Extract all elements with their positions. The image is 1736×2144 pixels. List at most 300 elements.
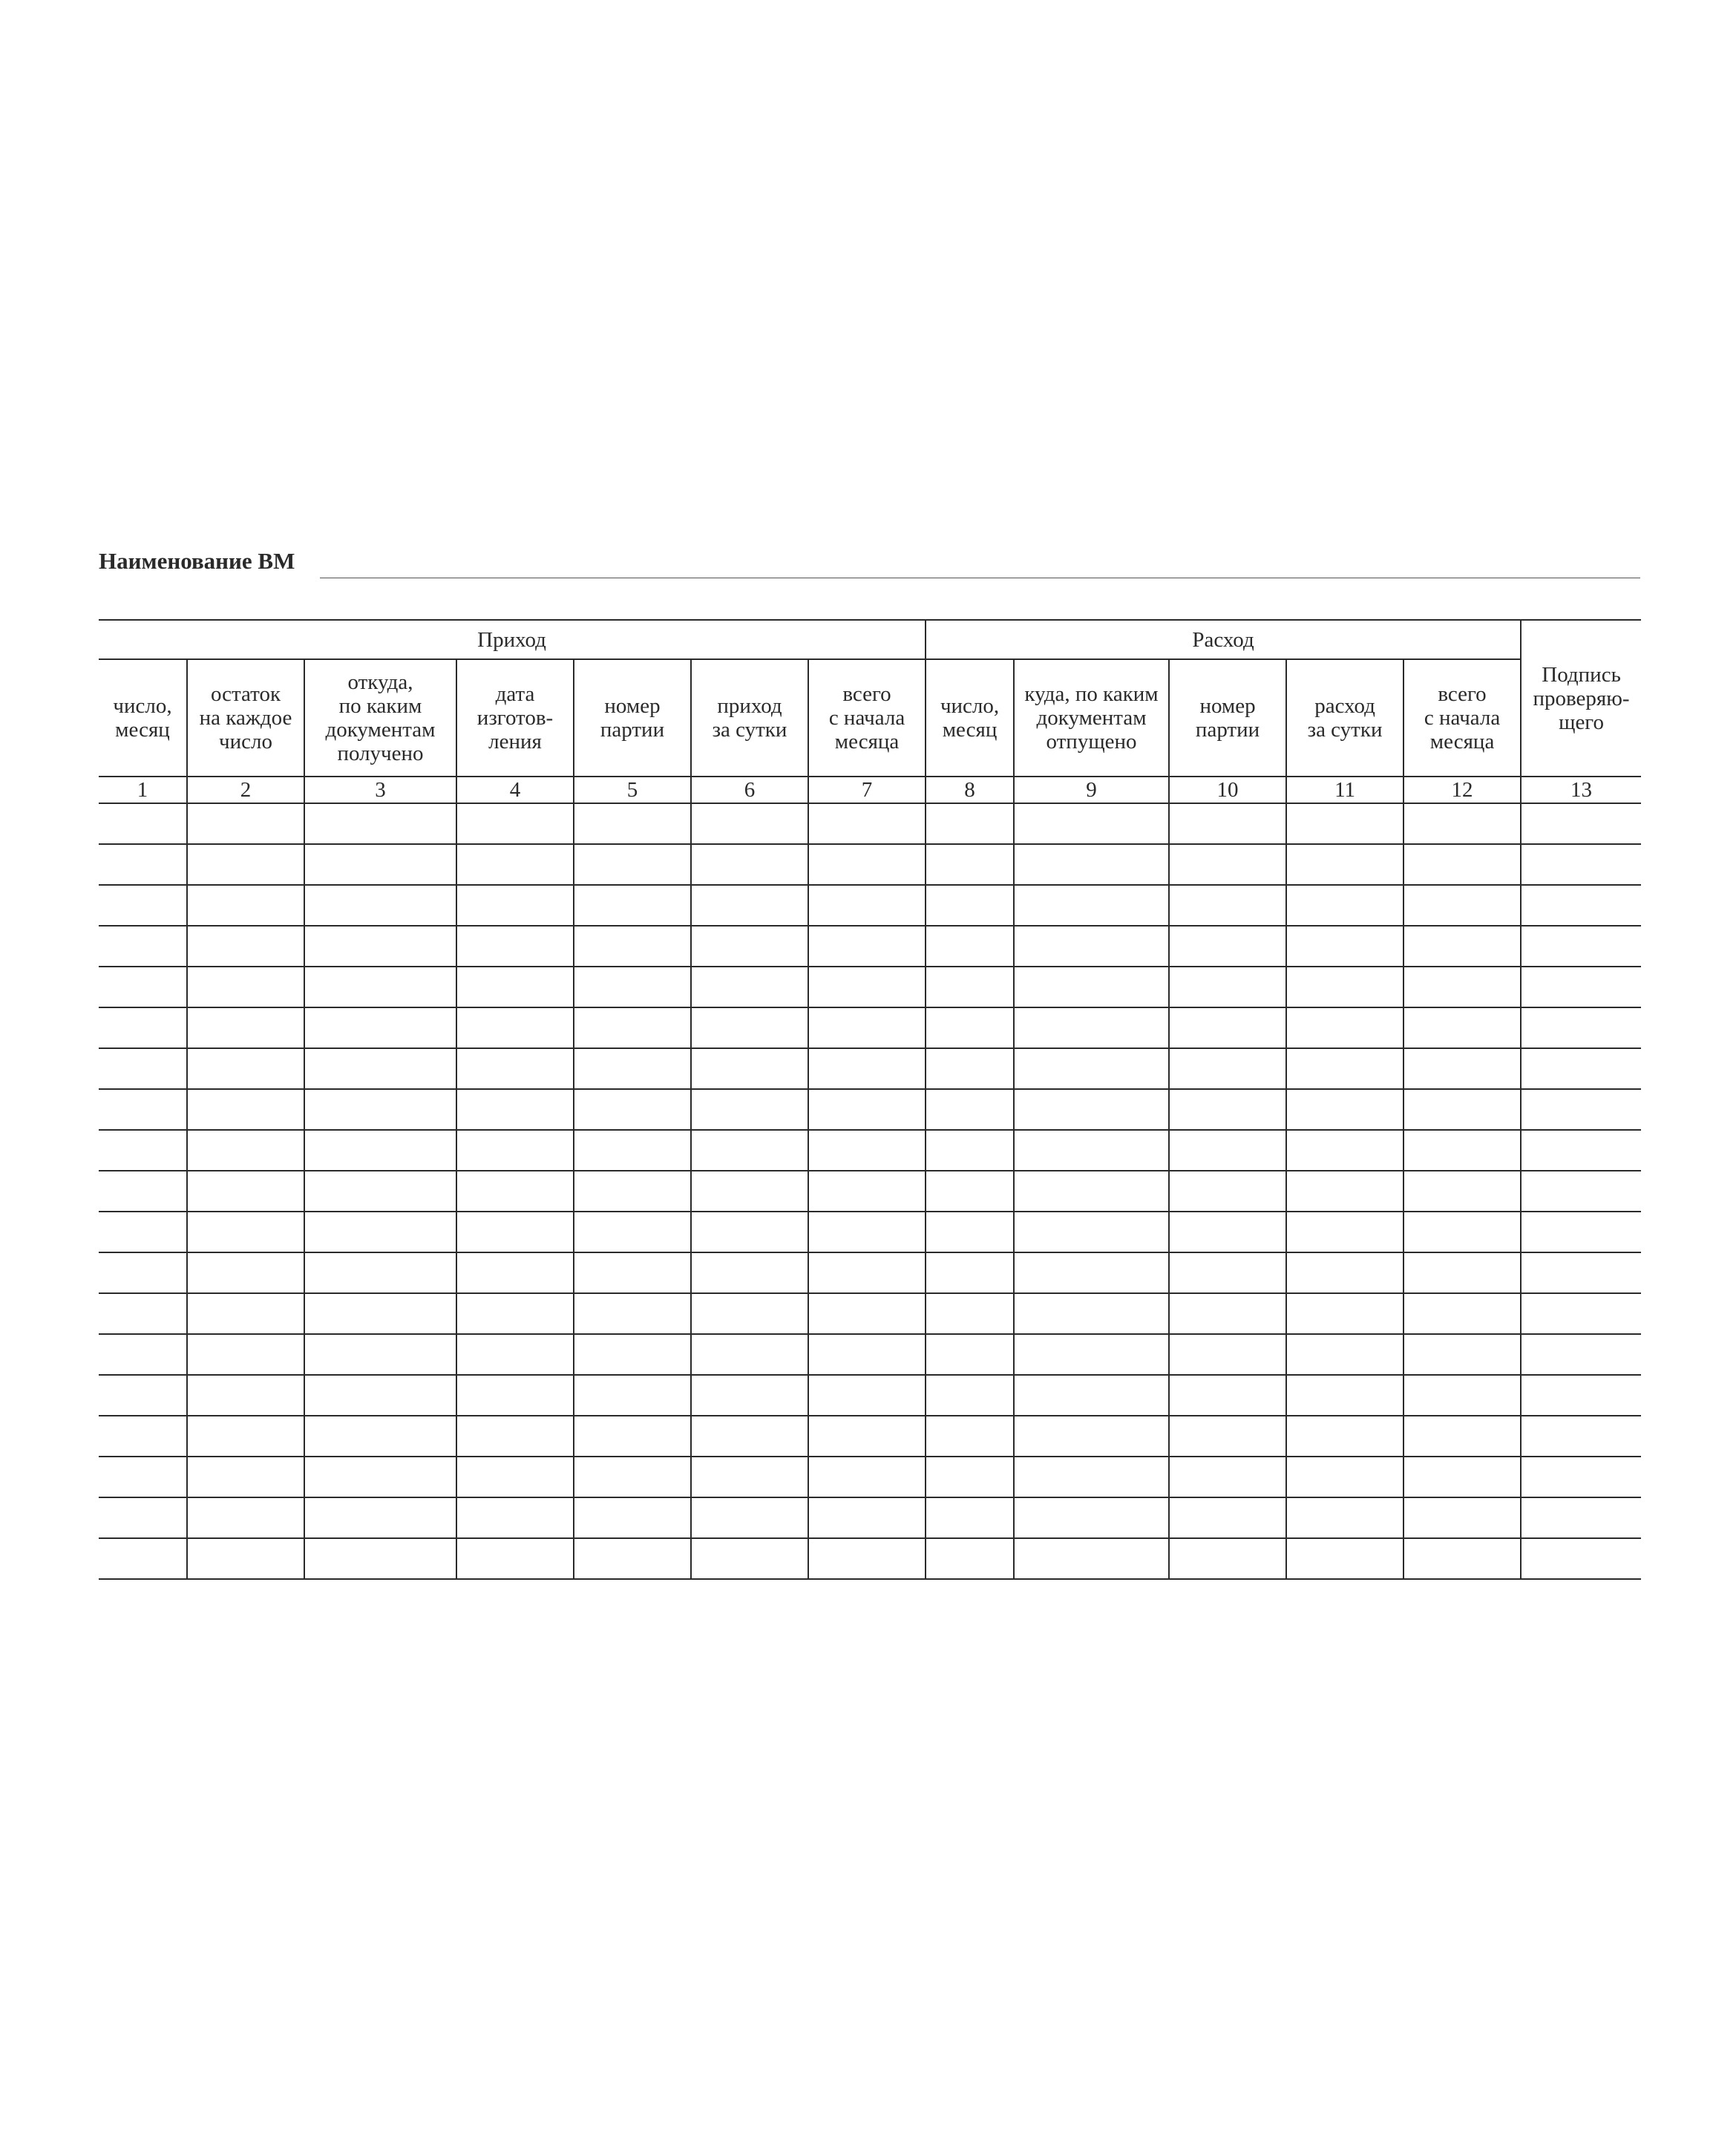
table-cell[interactable] bbox=[304, 803, 456, 844]
table-cell[interactable] bbox=[304, 1212, 456, 1252]
table-cell[interactable] bbox=[1521, 967, 1641, 1007]
table-cell[interactable] bbox=[99, 1334, 187, 1375]
table-cell[interactable] bbox=[808, 1293, 926, 1334]
table-cell[interactable] bbox=[1403, 1457, 1521, 1497]
table-cell[interactable] bbox=[574, 1130, 691, 1171]
table-cell[interactable] bbox=[574, 1375, 691, 1416]
table-cell[interactable] bbox=[691, 967, 808, 1007]
table-cell[interactable] bbox=[99, 1252, 187, 1293]
table-row bbox=[99, 803, 1641, 844]
table-cell[interactable] bbox=[1014, 885, 1169, 926]
column-number: 9 bbox=[1014, 777, 1169, 803]
table-cell[interactable] bbox=[574, 1334, 691, 1375]
table-cell[interactable] bbox=[926, 1212, 1014, 1252]
table-cell[interactable] bbox=[456, 1130, 574, 1171]
table-row bbox=[99, 885, 1641, 926]
table-cell[interactable] bbox=[304, 1007, 456, 1048]
table-cell[interactable] bbox=[304, 1252, 456, 1293]
table-cell[interactable] bbox=[1169, 926, 1286, 967]
table-cell[interactable] bbox=[304, 1334, 456, 1375]
table-cell[interactable] bbox=[99, 1007, 187, 1048]
table-cell[interactable] bbox=[1286, 926, 1403, 967]
signature-header: Подпись проверяю- щего bbox=[1521, 620, 1641, 777]
table-cell[interactable] bbox=[926, 926, 1014, 967]
table-cell[interactable] bbox=[1521, 1334, 1641, 1375]
table-cell[interactable] bbox=[926, 803, 1014, 844]
table-cell[interactable] bbox=[808, 1212, 926, 1252]
expense-group-header: Расход bbox=[926, 620, 1521, 659]
table-cell[interactable] bbox=[1169, 885, 1286, 926]
daily-expense-header: расход за сутки bbox=[1286, 659, 1403, 777]
table-cell[interactable] bbox=[926, 1089, 1014, 1130]
table-cell[interactable] bbox=[187, 1252, 304, 1293]
table-cell[interactable] bbox=[1169, 967, 1286, 1007]
table-cell[interactable] bbox=[1014, 1171, 1169, 1212]
table-cell[interactable] bbox=[456, 1048, 574, 1089]
table-cell[interactable] bbox=[1521, 844, 1641, 885]
income-group-header: Приход bbox=[99, 620, 926, 659]
table-cell[interactable] bbox=[1169, 1497, 1286, 1538]
table-cell[interactable] bbox=[926, 844, 1014, 885]
table-cell[interactable] bbox=[1014, 926, 1169, 967]
column-number: 13 bbox=[1521, 777, 1641, 803]
column-number: 10 bbox=[1169, 777, 1286, 803]
column-number: 3 bbox=[304, 777, 456, 803]
table-cell[interactable] bbox=[1521, 1048, 1641, 1089]
table-cell[interactable] bbox=[808, 1048, 926, 1089]
table-cell[interactable] bbox=[1014, 1130, 1169, 1171]
table-cell[interactable] bbox=[808, 1007, 926, 1048]
table-cell[interactable] bbox=[691, 1538, 808, 1579]
table-cell[interactable] bbox=[1169, 844, 1286, 885]
table-cell[interactable] bbox=[1403, 967, 1521, 1007]
table-cell[interactable] bbox=[691, 926, 808, 967]
table-cell[interactable] bbox=[456, 1416, 574, 1457]
table-cell[interactable] bbox=[1286, 803, 1403, 844]
table-cell[interactable] bbox=[1286, 1212, 1403, 1252]
table-cell[interactable] bbox=[1403, 1089, 1521, 1130]
table-cell[interactable] bbox=[1169, 803, 1286, 844]
table-cell[interactable] bbox=[187, 1048, 304, 1089]
table-cell[interactable] bbox=[1014, 1252, 1169, 1293]
table-cell[interactable] bbox=[691, 844, 808, 885]
table-cell[interactable] bbox=[808, 926, 926, 967]
table-cell[interactable] bbox=[1014, 1416, 1169, 1457]
table-cell[interactable] bbox=[1403, 1538, 1521, 1579]
table-cell[interactable] bbox=[1169, 1130, 1286, 1171]
table-cell[interactable] bbox=[574, 1048, 691, 1089]
table-cell[interactable] bbox=[1286, 1334, 1403, 1375]
table-cell[interactable] bbox=[808, 1538, 926, 1579]
table-cell[interactable] bbox=[1169, 1089, 1286, 1130]
table-cell[interactable] bbox=[1169, 1048, 1286, 1089]
table-row bbox=[99, 1171, 1641, 1212]
table-cell[interactable] bbox=[304, 1538, 456, 1579]
table-cell[interactable] bbox=[808, 1089, 926, 1130]
column-number: 5 bbox=[574, 777, 691, 803]
table-row bbox=[99, 1497, 1641, 1538]
table-cell[interactable] bbox=[808, 803, 926, 844]
table-cell[interactable] bbox=[808, 1416, 926, 1457]
table-row bbox=[99, 1252, 1641, 1293]
table-cell[interactable] bbox=[456, 844, 574, 885]
table-cell[interactable] bbox=[808, 885, 926, 926]
expense-month-total-header: всего с начала месяца bbox=[1403, 659, 1521, 777]
table-cell[interactable] bbox=[926, 1416, 1014, 1457]
table-cell[interactable] bbox=[926, 1252, 1014, 1293]
title-row bbox=[99, 546, 1640, 584]
table-cell[interactable] bbox=[1521, 1130, 1641, 1171]
item-name-label: Наименование ВМ bbox=[99, 548, 295, 574]
table-cell[interactable] bbox=[926, 1457, 1014, 1497]
table-cell[interactable] bbox=[1169, 1538, 1286, 1579]
table-cell[interactable] bbox=[99, 1416, 187, 1457]
table-cell[interactable] bbox=[1169, 1334, 1286, 1375]
table-cell[interactable] bbox=[1286, 1497, 1403, 1538]
table-cell[interactable] bbox=[1403, 1171, 1521, 1212]
table-cell[interactable] bbox=[1403, 1130, 1521, 1171]
table-cell[interactable] bbox=[187, 1375, 304, 1416]
table-cell[interactable] bbox=[1521, 1171, 1641, 1212]
table-cell[interactable] bbox=[926, 1007, 1014, 1048]
table-cell[interactable] bbox=[691, 1375, 808, 1416]
table-cell[interactable] bbox=[187, 926, 304, 967]
source-header: откуда, по каким документам получено bbox=[304, 659, 456, 777]
table-cell[interactable] bbox=[808, 1375, 926, 1416]
table-cell[interactable] bbox=[691, 1007, 808, 1048]
table-cell[interactable] bbox=[99, 844, 187, 885]
table-cell[interactable] bbox=[1169, 1212, 1286, 1252]
table-cell[interactable] bbox=[304, 1497, 456, 1538]
table-cell[interactable] bbox=[1014, 844, 1169, 885]
table-cell[interactable] bbox=[1286, 1293, 1403, 1334]
table-cell[interactable] bbox=[1286, 1048, 1403, 1089]
table-cell[interactable] bbox=[99, 1457, 187, 1497]
column-number: 6 bbox=[691, 777, 808, 803]
table-cell[interactable] bbox=[1403, 1293, 1521, 1334]
table-row bbox=[99, 967, 1641, 1007]
column-number-row bbox=[99, 777, 1641, 803]
table-cell[interactable] bbox=[1521, 1089, 1641, 1130]
table-cell[interactable] bbox=[304, 967, 456, 1007]
table-cell[interactable] bbox=[574, 844, 691, 885]
accounting-table bbox=[99, 619, 1641, 1580]
table-cell[interactable] bbox=[574, 1416, 691, 1457]
table-cell[interactable] bbox=[187, 885, 304, 926]
table-cell[interactable] bbox=[1403, 1048, 1521, 1089]
table-cell[interactable] bbox=[1286, 1089, 1403, 1130]
table-cell[interactable] bbox=[1521, 885, 1641, 926]
column-number: 7 bbox=[808, 777, 926, 803]
table-cell[interactable] bbox=[304, 1130, 456, 1171]
table-cell[interactable] bbox=[99, 1293, 187, 1334]
table-cell[interactable] bbox=[1286, 1375, 1403, 1416]
table-cell[interactable] bbox=[456, 1293, 574, 1334]
column-header-row bbox=[99, 659, 1641, 777]
table-cell[interactable] bbox=[1521, 1416, 1641, 1457]
table-cell[interactable] bbox=[1521, 926, 1641, 967]
table-cell[interactable] bbox=[574, 1212, 691, 1252]
table-cell[interactable] bbox=[1169, 1416, 1286, 1457]
table-cell[interactable] bbox=[1169, 1171, 1286, 1212]
table-cell[interactable] bbox=[574, 1293, 691, 1334]
table-cell[interactable] bbox=[99, 1375, 187, 1416]
table-cell[interactable] bbox=[1014, 967, 1169, 1007]
table-cell[interactable] bbox=[1403, 803, 1521, 844]
manufacture-date-header: дата изготов- ления bbox=[456, 659, 574, 777]
daily-income-header: приход за сутки bbox=[691, 659, 808, 777]
table-cell[interactable] bbox=[574, 1457, 691, 1497]
table-cell[interactable] bbox=[99, 885, 187, 926]
table-cell[interactable] bbox=[1014, 1497, 1169, 1538]
table-cell[interactable] bbox=[187, 1212, 304, 1252]
table-cell[interactable] bbox=[456, 1089, 574, 1130]
table-cell[interactable] bbox=[574, 1171, 691, 1212]
table-cell[interactable] bbox=[99, 1538, 187, 1579]
table-row bbox=[99, 1538, 1641, 1579]
table-cell[interactable] bbox=[691, 1212, 808, 1252]
table-cell[interactable] bbox=[187, 967, 304, 1007]
destination-header: куда, по каким документам отпущено bbox=[1014, 659, 1169, 777]
table-cell[interactable] bbox=[926, 1293, 1014, 1334]
table-cell[interactable] bbox=[1521, 1375, 1641, 1416]
table-cell[interactable] bbox=[1403, 844, 1521, 885]
table-cell[interactable] bbox=[926, 1375, 1014, 1416]
table-cell[interactable] bbox=[1286, 1416, 1403, 1457]
column-number: 8 bbox=[926, 777, 1014, 803]
table-cell[interactable] bbox=[1403, 926, 1521, 967]
table-cell[interactable] bbox=[574, 1007, 691, 1048]
table-row bbox=[99, 1375, 1641, 1416]
income-date-header: число, месяц bbox=[99, 659, 187, 777]
table-cell[interactable] bbox=[456, 885, 574, 926]
table-cell[interactable] bbox=[1521, 803, 1641, 844]
table-cell[interactable] bbox=[808, 1457, 926, 1497]
table-cell[interactable] bbox=[1521, 1457, 1641, 1497]
table-row bbox=[99, 1457, 1641, 1497]
table-cell[interactable] bbox=[1286, 1007, 1403, 1048]
table-row bbox=[99, 1293, 1641, 1334]
table-cell[interactable] bbox=[99, 1089, 187, 1130]
table-cell[interactable] bbox=[456, 1538, 574, 1579]
table-cell[interactable] bbox=[456, 1375, 574, 1416]
table-cell[interactable] bbox=[1014, 1007, 1169, 1048]
table-cell[interactable] bbox=[456, 1497, 574, 1538]
table-cell[interactable] bbox=[574, 1252, 691, 1293]
table-cell[interactable] bbox=[1286, 1457, 1403, 1497]
table-cell[interactable] bbox=[1403, 1252, 1521, 1293]
income-batch-header: номер партии bbox=[574, 659, 691, 777]
expense-date-header: число, месяц bbox=[926, 659, 1014, 777]
table-cell[interactable] bbox=[691, 1048, 808, 1089]
table-cell[interactable] bbox=[187, 1293, 304, 1334]
table-cell[interactable] bbox=[1286, 967, 1403, 1007]
table-row bbox=[99, 1007, 1641, 1048]
table-cell[interactable] bbox=[1403, 1007, 1521, 1048]
table-cell[interactable] bbox=[1521, 1538, 1641, 1579]
table-cell[interactable] bbox=[1014, 1375, 1169, 1416]
table-cell[interactable] bbox=[574, 803, 691, 844]
column-number: 2 bbox=[187, 777, 304, 803]
table-cell[interactable] bbox=[456, 803, 574, 844]
balance-header: остаток на каждое число bbox=[187, 659, 304, 777]
table-cell[interactable] bbox=[574, 926, 691, 967]
table-cell[interactable] bbox=[1403, 1416, 1521, 1457]
table-cell[interactable] bbox=[1403, 1375, 1521, 1416]
table-cell[interactable] bbox=[1169, 1457, 1286, 1497]
table-row bbox=[99, 1212, 1641, 1252]
table-row bbox=[99, 1048, 1641, 1089]
table-cell[interactable] bbox=[691, 803, 808, 844]
table-row bbox=[99, 926, 1641, 967]
table-cell[interactable] bbox=[926, 967, 1014, 1007]
table-cell[interactable] bbox=[456, 1007, 574, 1048]
table-cell[interactable] bbox=[1286, 1252, 1403, 1293]
table-cell[interactable] bbox=[1169, 1375, 1286, 1416]
table-cell[interactable] bbox=[304, 1171, 456, 1212]
table-cell[interactable] bbox=[1014, 1212, 1169, 1252]
table-row bbox=[99, 1130, 1641, 1171]
table-cell[interactable] bbox=[926, 1497, 1014, 1538]
table-cell[interactable] bbox=[926, 1171, 1014, 1212]
table-cell[interactable] bbox=[926, 1538, 1014, 1579]
table-cell[interactable] bbox=[691, 1089, 808, 1130]
table-cell[interactable] bbox=[187, 1007, 304, 1048]
table-cell[interactable] bbox=[1014, 1293, 1169, 1334]
table-cell[interactable] bbox=[99, 1171, 187, 1212]
table-cell[interactable] bbox=[1521, 1007, 1641, 1048]
column-number: 12 bbox=[1403, 777, 1521, 803]
table-cell[interactable] bbox=[304, 1048, 456, 1089]
table-row bbox=[99, 844, 1641, 885]
table-cell[interactable] bbox=[1014, 1538, 1169, 1579]
table-cell[interactable] bbox=[304, 1375, 456, 1416]
table-cell[interactable] bbox=[808, 1252, 926, 1293]
table-cell[interactable] bbox=[187, 1497, 304, 1538]
table-cell[interactable] bbox=[574, 1538, 691, 1579]
table-cell[interactable] bbox=[304, 926, 456, 967]
table-cell[interactable] bbox=[691, 1334, 808, 1375]
table-cell[interactable] bbox=[574, 885, 691, 926]
table-cell[interactable] bbox=[926, 1048, 1014, 1089]
table-cell[interactable] bbox=[456, 926, 574, 967]
table-cell[interactable] bbox=[99, 1130, 187, 1171]
table-cell[interactable] bbox=[187, 1171, 304, 1212]
table-cell[interactable] bbox=[456, 1171, 574, 1212]
table-cell[interactable] bbox=[1403, 1497, 1521, 1538]
table-cell[interactable] bbox=[456, 1212, 574, 1252]
table-cell[interactable] bbox=[691, 1252, 808, 1293]
table-cell[interactable] bbox=[99, 926, 187, 967]
table-cell[interactable] bbox=[691, 1130, 808, 1171]
table-cell[interactable] bbox=[304, 1293, 456, 1334]
table-cell[interactable] bbox=[304, 1089, 456, 1130]
table-cell[interactable] bbox=[1403, 1334, 1521, 1375]
table-cell[interactable] bbox=[304, 1416, 456, 1457]
table-cell[interactable] bbox=[187, 1416, 304, 1457]
income-month-total-header: всего с начала месяца bbox=[808, 659, 926, 777]
table-cell[interactable] bbox=[808, 1497, 926, 1538]
table-cell[interactable] bbox=[1014, 1048, 1169, 1089]
table-cell[interactable] bbox=[691, 1416, 808, 1457]
table-cell[interactable] bbox=[1403, 1212, 1521, 1252]
table-cell[interactable] bbox=[574, 1089, 691, 1130]
table-row bbox=[99, 1416, 1641, 1457]
column-number: 11 bbox=[1286, 777, 1403, 803]
table-cell[interactable] bbox=[1286, 1171, 1403, 1212]
table-cell[interactable] bbox=[1286, 885, 1403, 926]
table-cell[interactable] bbox=[187, 1089, 304, 1130]
table-cell[interactable] bbox=[808, 844, 926, 885]
table-cell[interactable] bbox=[1286, 1130, 1403, 1171]
table-cell[interactable] bbox=[926, 1334, 1014, 1375]
table-cell[interactable] bbox=[99, 1048, 187, 1089]
table-cell[interactable] bbox=[187, 1457, 304, 1497]
table-cell[interactable] bbox=[1521, 1497, 1641, 1538]
table-cell[interactable] bbox=[574, 1497, 691, 1538]
table-cell[interactable] bbox=[1521, 1252, 1641, 1293]
table-cell[interactable] bbox=[99, 967, 187, 1007]
table-cell[interactable] bbox=[808, 1334, 926, 1375]
table-cell[interactable] bbox=[456, 1457, 574, 1497]
expense-batch-header: номер партии bbox=[1169, 659, 1286, 777]
table-cell[interactable] bbox=[304, 844, 456, 885]
table-cell[interactable] bbox=[187, 803, 304, 844]
table-cell[interactable] bbox=[1521, 1212, 1641, 1252]
table-cell[interactable] bbox=[304, 1457, 456, 1497]
table-cell[interactable] bbox=[926, 1130, 1014, 1171]
table-cell[interactable] bbox=[187, 844, 304, 885]
table-cell[interactable] bbox=[1014, 1089, 1169, 1130]
table-cell[interactable] bbox=[1403, 885, 1521, 926]
table-cell[interactable] bbox=[808, 967, 926, 1007]
table-cell[interactable] bbox=[1286, 844, 1403, 885]
table-cell[interactable] bbox=[691, 1457, 808, 1497]
table-cell[interactable] bbox=[691, 1497, 808, 1538]
table-cell[interactable] bbox=[691, 1293, 808, 1334]
table-row bbox=[99, 1089, 1641, 1130]
table-cell[interactable] bbox=[99, 1212, 187, 1252]
table-cell[interactable] bbox=[187, 1334, 304, 1375]
table-cell[interactable] bbox=[1014, 1334, 1169, 1375]
column-number: 1 bbox=[99, 777, 187, 803]
table-cell[interactable] bbox=[691, 1171, 808, 1212]
table-cell[interactable] bbox=[926, 885, 1014, 926]
table-cell[interactable] bbox=[1014, 803, 1169, 844]
table-cell[interactable] bbox=[304, 885, 456, 926]
table-cell[interactable] bbox=[456, 1252, 574, 1293]
table-cell[interactable] bbox=[691, 885, 808, 926]
table-cell[interactable] bbox=[808, 1171, 926, 1212]
table-row bbox=[99, 1334, 1641, 1375]
table-cell[interactable] bbox=[808, 1130, 926, 1171]
table-cell[interactable] bbox=[574, 967, 691, 1007]
table-cell[interactable] bbox=[187, 1538, 304, 1579]
table-cell[interactable] bbox=[456, 1334, 574, 1375]
table-cell[interactable] bbox=[1521, 1293, 1641, 1334]
table-cell[interactable] bbox=[1014, 1457, 1169, 1497]
group-header-row bbox=[99, 620, 1641, 659]
table-cell[interactable] bbox=[1169, 1293, 1286, 1334]
table-cell[interactable] bbox=[99, 1497, 187, 1538]
column-number: 4 bbox=[456, 777, 574, 803]
table-cell[interactable] bbox=[187, 1130, 304, 1171]
table-cell[interactable] bbox=[1169, 1252, 1286, 1293]
table-cell[interactable] bbox=[456, 967, 574, 1007]
table-cell[interactable] bbox=[1286, 1538, 1403, 1579]
table-cell[interactable] bbox=[1169, 1007, 1286, 1048]
table-cell[interactable] bbox=[99, 803, 187, 844]
